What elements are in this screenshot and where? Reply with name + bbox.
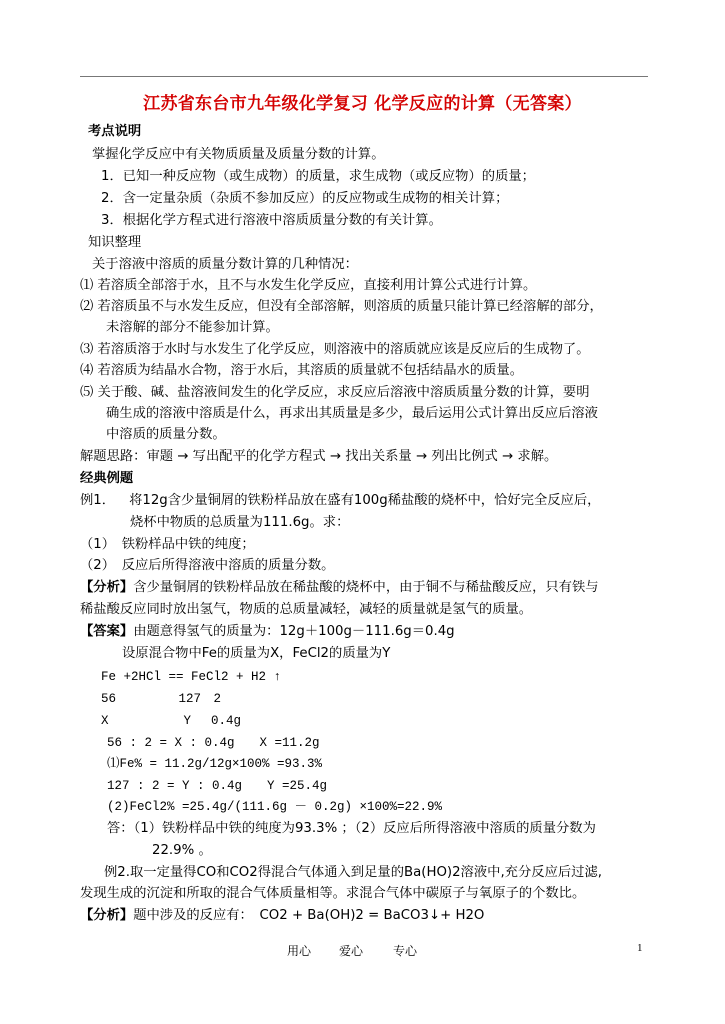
solution-approach (80, 447, 557, 467)
example2-text: 例2.取一定量得CO和CO2得混合气体通入到足量的Ba(HO)2溶液中,充分反应后过滤, (104, 865, 602, 880)
calc-step: ⑴Fe% = 11.2g/12g×100% =93.3% (107, 757, 323, 771)
equation-masses: 56 127 2 (101, 692, 222, 706)
example1-question: （1） 铁粉样品中铁的纯度； (80, 537, 255, 552)
example1-text-cont: 烧杯中物质的总质量为111.6g。求： (130, 515, 350, 530)
analysis-label: 【分析】 (80, 580, 134, 595)
footer-text-left: 用心 (287, 944, 312, 958)
analysis-text: 含少量铜屑的铁粉样品放在稀盐酸的烧杯中，由于铜不与稀盐酸反应，只有铁与 (133, 580, 599, 595)
calc-step: 56 : 2 = X : 0.4g X =11.2g (107, 736, 320, 750)
zhishi-case: ⑷ 若溶质为结晶水合物，溶于水后，其溶质的质量就不包括结晶水的质量。 (80, 363, 524, 378)
footer-text-middle: 爱心 (339, 944, 364, 958)
solution-approach-label: 解题思路： (80, 449, 147, 464)
answer-label: 【答案】 (80, 624, 134, 639)
chemical-equation: Fe +2HCl == FeCl2 + H2 ↑ (101, 670, 282, 684)
kaodian-item: 2．含一定量杂质（杂质不参加反应）的反应物或生成物的相关计算； (101, 191, 509, 206)
example1-label: 例1． (80, 493, 116, 508)
equation-variables: X Y 0.4g (101, 714, 242, 728)
zhishi-case-cont: 未溶解的部分不能参加计算。 (106, 320, 279, 335)
page-number: 1 (637, 942, 643, 954)
analysis-label: 【分析】 (80, 908, 134, 923)
example2-text-cont: 发现生成的沉淀和所取的混合气体质量相等。求混合气体中碳原子与氧原子的个数比。 (80, 886, 586, 901)
calc-step: 127 : 2 = Y : 0.4g Y =25.4g (107, 779, 328, 793)
example1-answer (80, 622, 455, 642)
answer-setup: 设原混合物中Fe的质量为X，FeCl2的质量为Y (122, 646, 391, 661)
example1-analysis (80, 578, 599, 598)
example1-analysis-cont: 稀盐酸反应同时放出氢气，物质的总质量减轻，减轻的质量就是氢气的质量。 (80, 602, 533, 617)
example1-line (80, 491, 600, 511)
header-rule (80, 76, 648, 77)
example1-text: 将12g含少量铜屑的铁粉样品放在盛有100g稀盐酸的烧杯中，恰好完全反应后， (129, 493, 601, 508)
kaodian-intro: 掌握化学反应中有关物质质量及质量分数的计算。 (92, 147, 385, 162)
analysis-text: 题中涉及的反应有： CO2 + Ba(OH)2 = BaCO3↓+ H2O (133, 908, 485, 923)
section-heading-jingdian: 经典例题 (80, 471, 134, 486)
zhishi-case-cont: 中溶质的质量分数。 (106, 427, 226, 442)
section-heading-zhishi: 知识整理 (88, 235, 142, 250)
zhishi-case: ⑵ 若溶质虽不与水发生反应，但没有全部溶解，则溶质的质量只能计算已经溶解的部分， (80, 299, 603, 314)
solution-approach-steps: 审题 → 写出配平的化学方程式 → 找出关系量 → 列出比例式 → 求解。 (146, 449, 558, 464)
document-title: 江苏省东台市九年级化学复习 化学反应的计算（无答案） (143, 94, 582, 114)
final-answer: 答：（1）铁粉样品中铁的纯度为93.3% ；（2）反应后所得溶液中溶质的质量分数为 (107, 821, 596, 836)
final-answer-cont: 22.9% 。 (152, 843, 212, 858)
calc-step: (2)FeCl2% =25.4g/(111.6g － 0.2g) ×100%=22.9% (107, 800, 443, 814)
section-heading-kaodian: 考点说明 (88, 124, 142, 139)
example1-question: （2） 反应后所得溶液中溶质的质量分数。 (80, 558, 335, 573)
kaodian-item: 3．根据化学方程式进行溶液中溶质质量分数的有关计算。 (101, 213, 442, 228)
zhishi-case: ⑴ 若溶质全部溶于水，且不与水发生化学反应，直接利用计算公式进行计算。 (80, 278, 537, 293)
footer-text-right: 专心 (393, 944, 418, 958)
answer-text: 由题意得氢气的质量为：12g＋100g－111.6g＝0.4g (133, 624, 455, 639)
kaodian-item: 1．已知一种反应物（或生成物）的质量，求生成物（或反应物）的质量； (101, 169, 535, 184)
zhishi-case-cont: 确生成的溶液中溶质是什么，再求出其质量是多少，最后运用公式计算出反应后溶液 (106, 406, 598, 421)
example2-analysis (80, 906, 484, 926)
zhishi-case: ⑶ 若溶质溶于水时与水发生了化学反应，则溶液中的溶质就应该是反应后的生成物了。 (80, 342, 590, 357)
zhishi-intro: 关于溶液中溶质的质量分数计算的几种情况： (92, 257, 358, 272)
zhishi-case: ⑸ 关于酸、碱、盐溶液间发生的化学反应，求反应后溶液中溶质质量分数的计算，要明 (80, 385, 590, 400)
